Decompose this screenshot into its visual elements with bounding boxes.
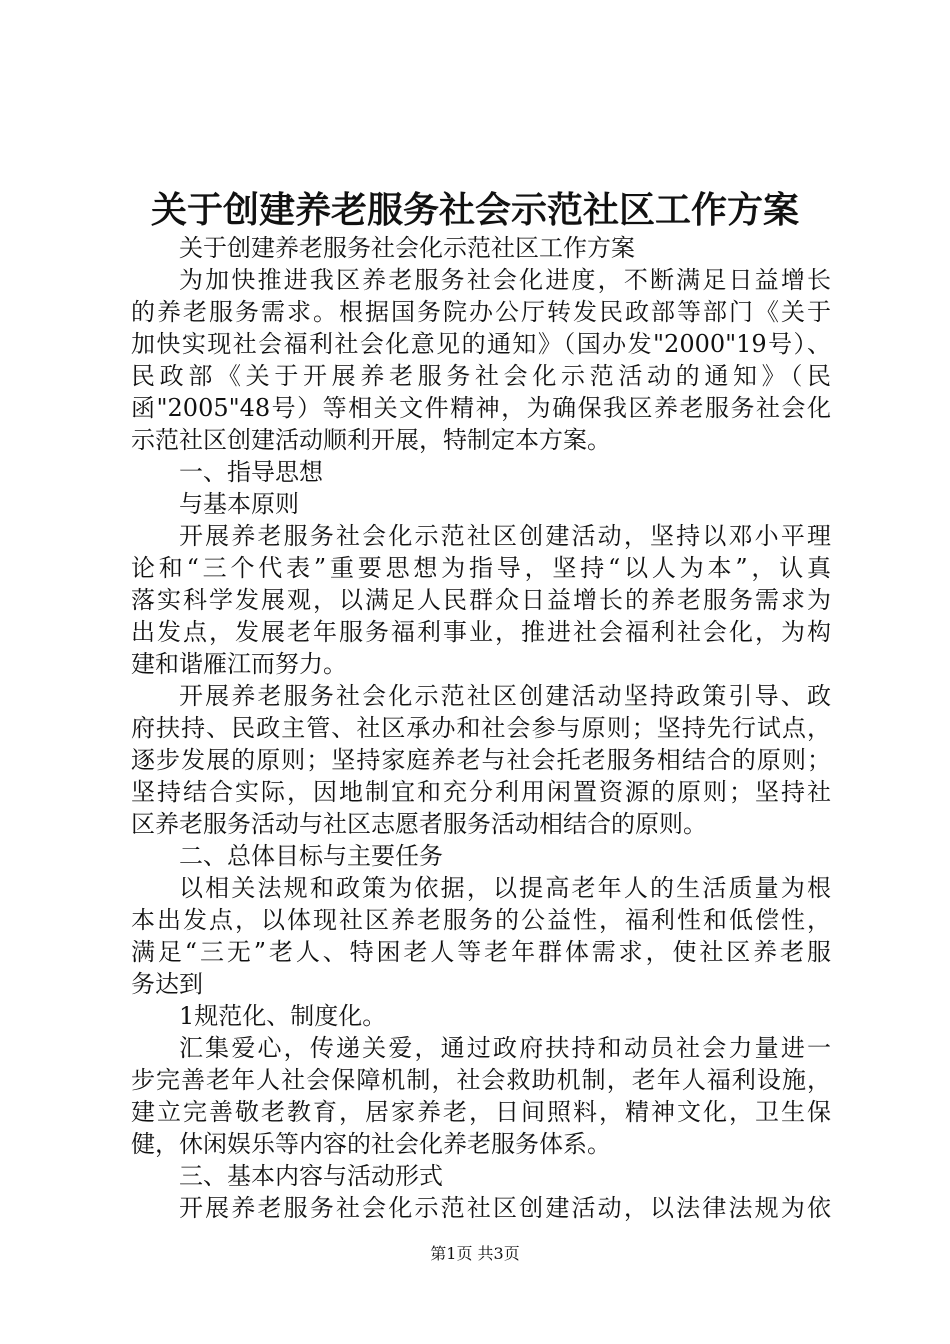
paragraph-line: 的养老服务需求。根据国务院办公厅转发民政部等部门《关于: [131, 298, 831, 326]
paragraph-line: 务达到: [131, 970, 203, 998]
paragraph-line: 区养老服务活动与社区志愿者服务活动相结合的原则。: [131, 810, 707, 838]
document-body: [131, 232, 831, 1224]
paragraph-line: 满足“三无”老人、特困老人等老年群体需求，使社区养老服: [131, 938, 831, 966]
paragraph-line: 汇集爱心，传递关爱，通过政府扶持和动员社会力量进一: [179, 1034, 831, 1062]
paragraph-line: 落实科学发展观，以满足人民群众日益增长的养老服务需求为: [131, 586, 831, 614]
paragraph-line: 府扶持、民政主管、社区承办和社会参与原则；坚持先行试点，: [131, 714, 831, 742]
paragraph-line: 步完善老年人社会保障机制，社会救助机制，老年人福利设施，: [131, 1066, 831, 1094]
paragraph-line: 为加快推进我区养老服务社会化进度，不断满足日益增长: [179, 266, 831, 294]
paragraph-line: 民政部《关于开展养老服务社会化示范活动的通知》（民: [131, 362, 831, 390]
section-heading: 二、总体目标与主要任务: [179, 842, 443, 870]
document-title: 关于创建养老服务社会示范社区工作方案: [150, 189, 799, 231]
paragraph-line: 加快实现社会福利社会化意见的通知》（国办发"2000"19号）、: [131, 330, 831, 358]
section-heading: 与基本原则: [179, 490, 299, 518]
subtitle-line: 关于创建养老服务社会化示范社区工作方案: [179, 234, 635, 262]
paragraph-line: 坚持结合实际，因地制宜和充分利用闲置资源的原则；坚持社: [131, 778, 831, 806]
paragraph-line: 开展养老服务社会化示范社区创建活动坚持政策引导、政: [179, 682, 831, 710]
paragraph-line: 示范社区创建活动顺利开展，特制定本方案。: [131, 426, 611, 454]
section-heading: 三、基本内容与活动形式: [179, 1162, 443, 1190]
paragraph-line: 论和“三个代表”重要思想为指导，坚持“以人为本”，认真: [131, 554, 831, 582]
section-heading: 一、指导思想: [179, 458, 323, 486]
paragraph-line: 函"2005"48号）等相关文件精神，为确保我区养老服务社会化: [131, 394, 831, 422]
page-number-footer: 第1页 共3页: [430, 1244, 520, 1263]
paragraph-line: 本出发点，以体现社区养老服务的公益性，福利性和低偿性，: [131, 906, 831, 934]
paragraph-line: 开展养老服务社会化示范社区创建活动，坚持以邓小平理: [179, 522, 831, 550]
paragraph-line: 逐步发展的原则；坚持家庭养老与社会托老服务相结合的原则；: [131, 746, 831, 774]
paragraph-line: 健，休闲娱乐等内容的社会化养老服务体系。: [131, 1130, 611, 1158]
paragraph-line: 建和谐雁江而努力。: [131, 650, 347, 678]
paragraph-line: 建立完善敬老教育，居家养老，日间照料，精神文化，卫生保: [131, 1098, 831, 1126]
list-item: 1规范化、制度化。: [179, 1002, 387, 1030]
paragraph-line: 以相关法规和政策为依据，以提高老年人的生活质量为根: [179, 874, 831, 902]
paragraph-line: 出发点，发展老年服务福利事业，推进社会福利社会化，为构: [131, 618, 831, 646]
paragraph-line: 开展养老服务社会化示范社区创建活动，以法律法规为依: [179, 1194, 831, 1222]
